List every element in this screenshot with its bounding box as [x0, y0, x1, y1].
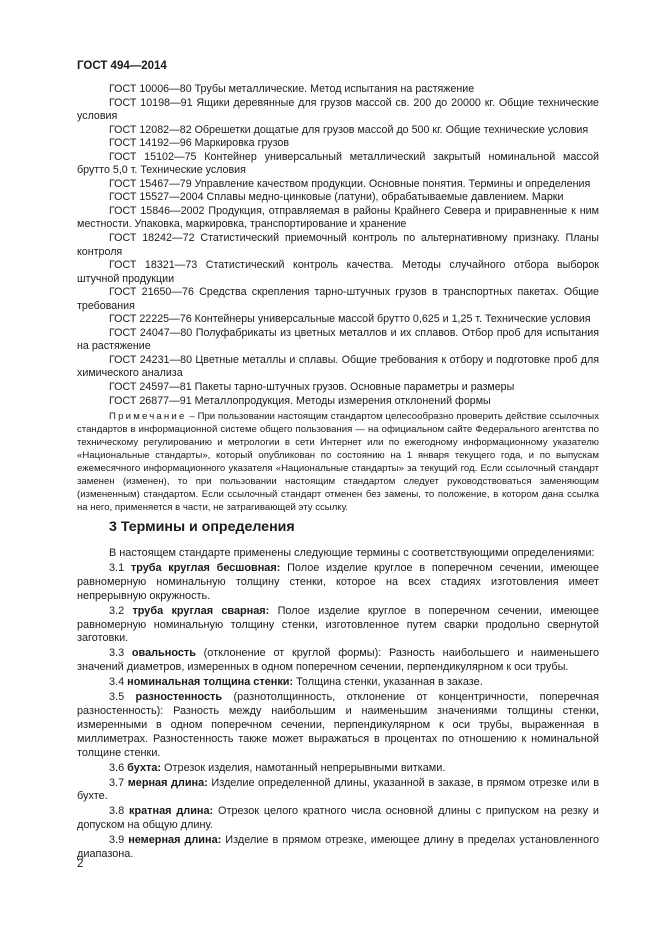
section-title: 3 Термины и определения	[109, 519, 295, 535]
term-number: 3.4	[109, 676, 128, 689]
term-name: кратная длина:	[129, 805, 214, 818]
term-item	[77, 805, 599, 833]
page-number: 2	[77, 858, 84, 870]
term-item	[77, 777, 599, 805]
term-item	[77, 762, 599, 776]
term-definition: (отклонение от круглой формы): Разность наибольшего и наименьшего значений диаметров, измеренных в одном поперечном сечении, перпендикулярном к оси трубы.	[77, 647, 600, 674]
reference-item: ГОСТ 24047—80 Полуфабрикаты из цветных металлов и их сплавов. Отбор проб для испытания на растяжение	[77, 326, 599, 353]
reference-item: ГОСТ 24597—81 Пакеты тарно-штучных грузов. Основные параметры и размеры	[109, 381, 515, 394]
note-label: Примечание	[109, 411, 187, 422]
term-definition: (разнотолщинность, отклонение от концентричности, поперечная разностенность): Разность между наибольшим и наименьшим значениями толщины стенки, измеренными в одном поперечном сечении, перпендикулярном к оси трубы, выраженная в миллиметрах. Разностенность также может выражаться в процентах по отношению к номинальной толщине стенки.	[77, 691, 599, 759]
note-text: – При пользовании настоящим стандартом целесообразно проверить действие ссылочных стандартов в информационной системе общего пользования — на официальном сайте Федерального агентства по техническому регулированию и метрологии в сети Интернет или по ежегодному информационному указателю «Национальные стандарты», который опубликован по состоянию на 1 января текущего года, и по выпускам ежемесячного информационного указателя «Национальные стандарты» за текущий год. Если ссылочный стандарт заменен (изменен), то при пользовании настоящим стандартом следует руководствоваться заменяющим (измененным) стандартом. Если ссылочный стандарт отменен без замены, то положение, в котором дана ссылка на него, применяется в части, не затрагивающей эту ссылку.	[77, 411, 599, 513]
term-item	[77, 676, 599, 690]
term-number: 3.9	[109, 834, 129, 847]
term-name: разностенность	[135, 691, 223, 704]
term-definition: Изделие в прямом отрезке, имеющее длину в пределах установленного диапазона.	[77, 834, 599, 861]
term-number: 3.1	[109, 561, 131, 574]
term-name: бухта:	[127, 761, 162, 774]
term-name: немерная длина:	[128, 834, 222, 847]
reference-item: ГОСТ 21650—76 Средства скрепления тарно-штучных грузов в транспортных пакетах. Общие требования	[77, 286, 599, 312]
term-definition: Отрезок целого кратного числа основной длины с припуском на резку и допуском на общую длину.	[77, 805, 599, 832]
reference-item: ГОСТ 15467—79 Управление качеством продукции. Основные понятия. Термины и определения	[109, 177, 591, 190]
reference-item: ГОСТ 18321—73 Статистический контроль качества. Методы случайного отбора выборок штучной продукции	[77, 259, 599, 285]
term-number: 3.5	[109, 691, 136, 704]
term-item	[77, 647, 599, 675]
reference-item: ГОСТ 12082—82 Обрешетки дощатые для грузов массой до 500 кг. Общие технические условия	[109, 123, 589, 136]
term-number: 3.8	[109, 805, 130, 818]
term-number: 3.3	[109, 647, 132, 660]
term-item	[77, 605, 599, 647]
reference-item: ГОСТ 18242—72 Статистический приемочный контроль по альтернативному признаку. Планы контроля	[77, 232, 599, 258]
term-item	[77, 562, 599, 604]
reference-item: ГОСТ 10006—80 Трубы металлические. Метод испытания на растяжение	[109, 83, 475, 95]
document-header: ГОСТ 494—2014	[77, 60, 167, 72]
term-definition: Полое изделие круглое в поперечном сечении, имеющее равномерную номинальную толщину стенки, которое на всех стадиях изготовления имеет непрерывную окружность.	[77, 561, 599, 602]
reference-item: ГОСТ 10198—91 Ящики деревянные для грузов массой св. 200 до 20000 кг. Общие технические условия	[77, 96, 599, 123]
section-intro: В настоящем стандарте применены следующие термины с соответствующими определениями:	[109, 547, 595, 559]
term-name: овальность	[131, 647, 196, 660]
term-name: мерная длина:	[127, 776, 208, 789]
terms-list	[77, 547, 599, 863]
note-paragraph	[77, 410, 599, 514]
term-definition: Изделие определенной длины, указанной в заказе, в прямом отрезке или в бухте.	[77, 776, 599, 803]
term-number: 3.7	[109, 776, 128, 789]
reference-item: ГОСТ 15846—2002 Продукция, отправляемая в районы Крайнего Севера и приравненные к ним местности. Упаковка, маркировка, транспортирование и хранение	[77, 204, 599, 231]
reference-item: ГОСТ 15102—75 Контейнер универсальный металлический закрытый номинальной массой брутто 5,0 т. Технические условия	[77, 150, 599, 177]
term-definition: Толщина стенки, указанная в заказе.	[293, 676, 483, 689]
reference-item: ГОСТ 14192—96 Маркировка грузов	[109, 137, 290, 150]
term-name: труба круглая бесшовная:	[130, 561, 281, 574]
term-number: 3.2	[109, 604, 133, 617]
reference-item: ГОСТ 24231—80 Цветные металлы и сплавы. Общие требования к отбору и подготовке проб для химического анализа	[77, 353, 599, 380]
term-definition: Отрезок изделия, намотанный непрерывными витками.	[161, 761, 446, 774]
term-item	[77, 691, 599, 761]
term-name: труба круглая сварная:	[132, 604, 270, 617]
term-definition: Полое изделие круглое в поперечном сечении, имеющее равномерную номинальную толщину стенки, изготовленное путем сварки продольно свернутой заготовки.	[77, 604, 600, 645]
normative-references-list	[77, 83, 599, 408]
term-number: 3.6	[109, 761, 128, 774]
reference-item: ГОСТ 15527—2004 Сплавы медно-цинковые (латуни), обрабатываемые давлением. Марки	[109, 191, 564, 204]
term-item	[77, 834, 599, 862]
reference-item: ГОСТ 22225—76 Контейнеры универсальные массой брутто 0,625 и 1,25 т. Технические условия	[109, 313, 591, 326]
term-name: номинальная толщина стенки:	[127, 676, 294, 689]
reference-item: ГОСТ 26877—91 Металлопродукция. Методы измерения отклонений формы	[109, 394, 491, 407]
